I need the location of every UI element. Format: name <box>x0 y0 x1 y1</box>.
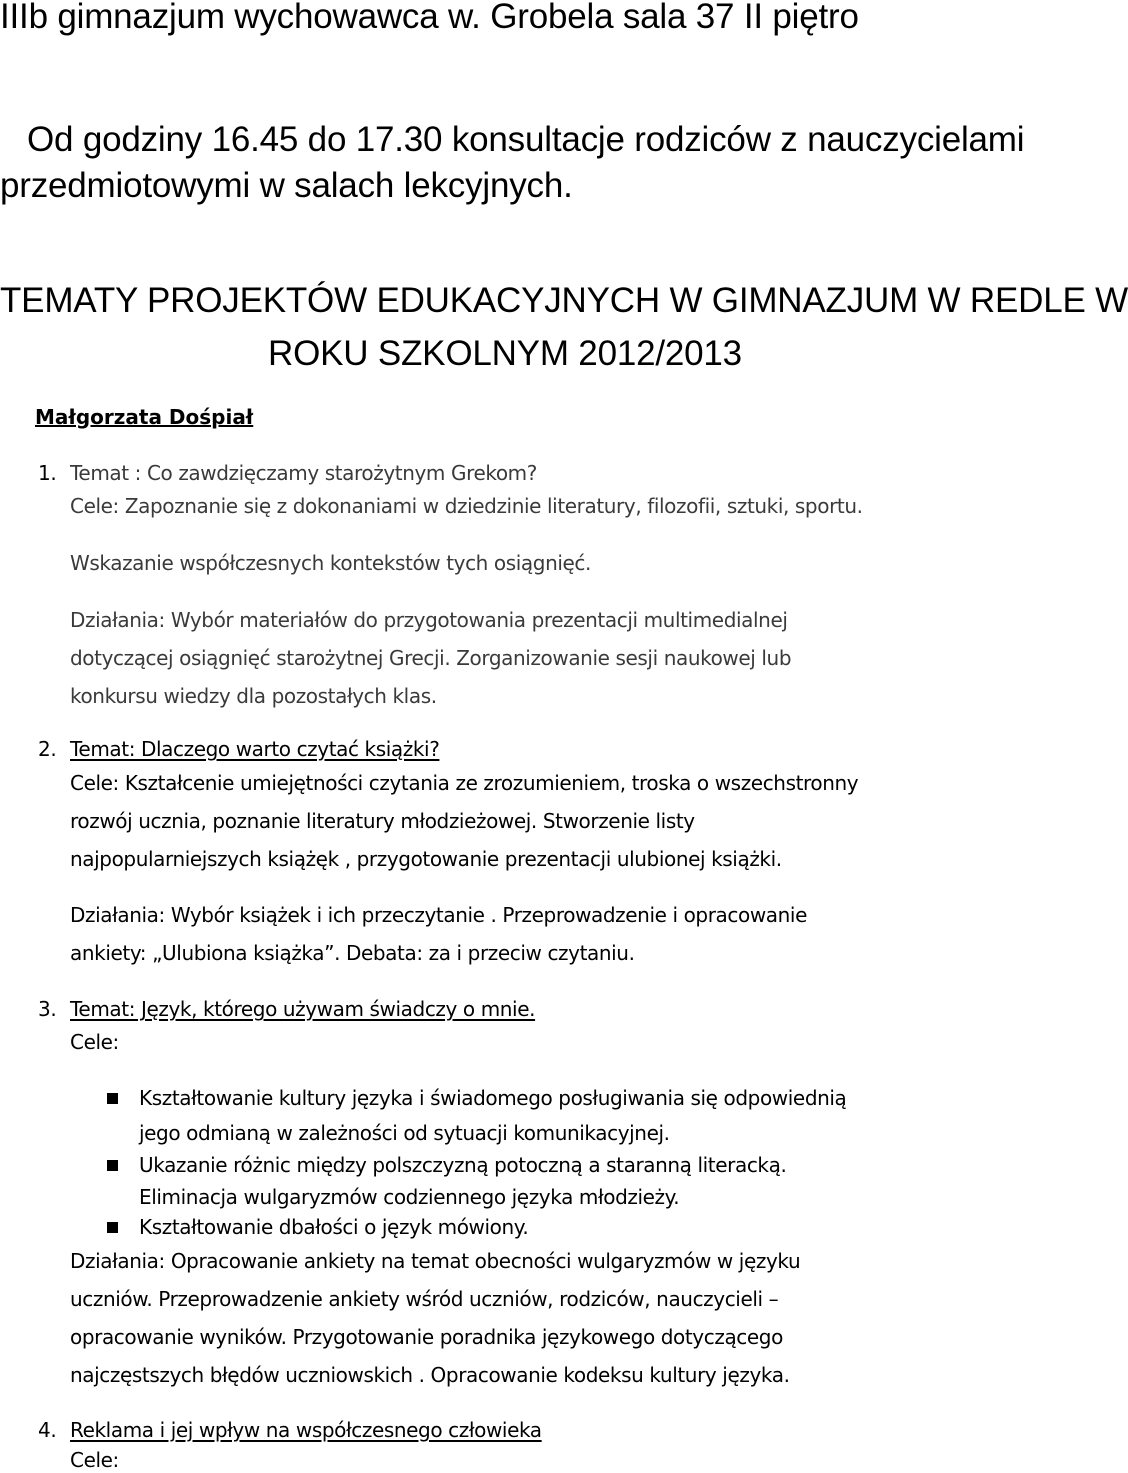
project-topic: Temat : Co zawdzięczamy starożytnym Grekom? <box>70 461 537 485</box>
project-topic: Reklama i jej wpływ na współczesnego człowieka <box>70 1418 542 1442</box>
author-name: Małgorzata Dośpiał <box>35 405 254 429</box>
bullet-square-icon <box>107 1093 118 1104</box>
project-actions: Działania: Opracowanie ankiety na temat obecności wulgaryzmów w języku <box>70 1249 801 1273</box>
bullet-square-icon <box>107 1160 118 1171</box>
project-actions: uczniów. Przeprowadzenie ankiety wśród uczniów, rodziców, nauczycieli – <box>70 1287 779 1311</box>
consultation-line-2: przedmiotowymi w salach lekcyjnych. <box>0 166 573 205</box>
project-number: 1. <box>38 461 57 485</box>
project-actions: opracowanie wyników. Przygotowanie poradnika językowego dotyczącego <box>70 1325 783 1349</box>
project-actions: konkursu wiedzy dla pozostałych klas. <box>70 684 437 708</box>
project-number: 4. <box>38 1418 57 1442</box>
project-topic: Temat: Język, którego używam świadczy o mnie. <box>70 997 536 1021</box>
project-actions: Działania: Wybór książek i ich przeczytanie . Przeprowadzenie i opracowanie <box>70 903 807 927</box>
bullet-square-icon <box>107 1222 118 1233</box>
project-goals: rozwój ucznia, poznanie literatury młodzieżowej. Stworzenie listy <box>70 809 695 833</box>
project-number: 2. <box>38 737 57 761</box>
goal-bullet-item: Eliminacja wulgaryzmów codziennego języka młodzieży. <box>139 1185 680 1209</box>
document-title-line-2: ROKU SZKOLNYM 2012/2013 <box>268 334 742 373</box>
project-number: 3. <box>38 997 57 1021</box>
consultation-line-1: Od godziny 16.45 do 17.30 konsultacje rodziców z nauczycielami <box>27 120 1025 159</box>
goal-bullet-item: Ukazanie różnic między polszczyzną potoczną a staranną literacką. <box>139 1153 787 1177</box>
class-info-line: IIIb gimnazjum wychowawca w. Grobela sala 37 II piętro <box>0 0 859 36</box>
document-title-line-1: TEMATY PROJEKTÓW EDUKACYJNYCH W GIMNAZJUM W REDLE W <box>0 281 1128 320</box>
project-actions: dotyczącej osiągnięć starożytnej Grecji. Zorganizowanie sesji naukowej lub <box>70 646 792 670</box>
goals-label: Cele: <box>70 1448 119 1472</box>
project-actions: Działania: Wybór materiałów do przygotowania prezentacji multimedialnej <box>70 608 788 632</box>
goal-bullet-item: Kształtowanie kultury języka i świadomego posługiwania się odpowiednią <box>139 1086 847 1110</box>
goals-label: Cele: <box>70 1030 119 1054</box>
project-actions: najczęstszych błędów uczniowskich . Opracowanie kodeksu kultury języka. <box>70 1363 790 1387</box>
project-goals: Cele: Zapoznanie się z dokonaniami w dziedzinie literatury, filozofii, sztuki, sportu. <box>70 494 863 518</box>
project-topic: Temat: Dlaczego warto czytać książki? <box>70 737 440 761</box>
goal-bullet-item: jego odmianą w zależności od sytuacji komunikacyjnej. <box>139 1121 670 1145</box>
project-goals: Cele: Kształcenie umiejętności czytania ze zrozumieniem, troska o wszechstronny <box>70 771 859 795</box>
project-goals: najpopularniejszych książęk , przygotowanie prezentacji ulubionej książki. <box>70 847 782 871</box>
project-goals: Wskazanie współczesnych kontekstów tych osiągnięć. <box>70 551 591 575</box>
goal-bullet-item: Kształtowanie dbałości o język mówiony. <box>139 1215 529 1239</box>
project-actions: ankiety: „Ulubiona książka”. Debata: za i przeciw czytaniu. <box>70 941 635 965</box>
